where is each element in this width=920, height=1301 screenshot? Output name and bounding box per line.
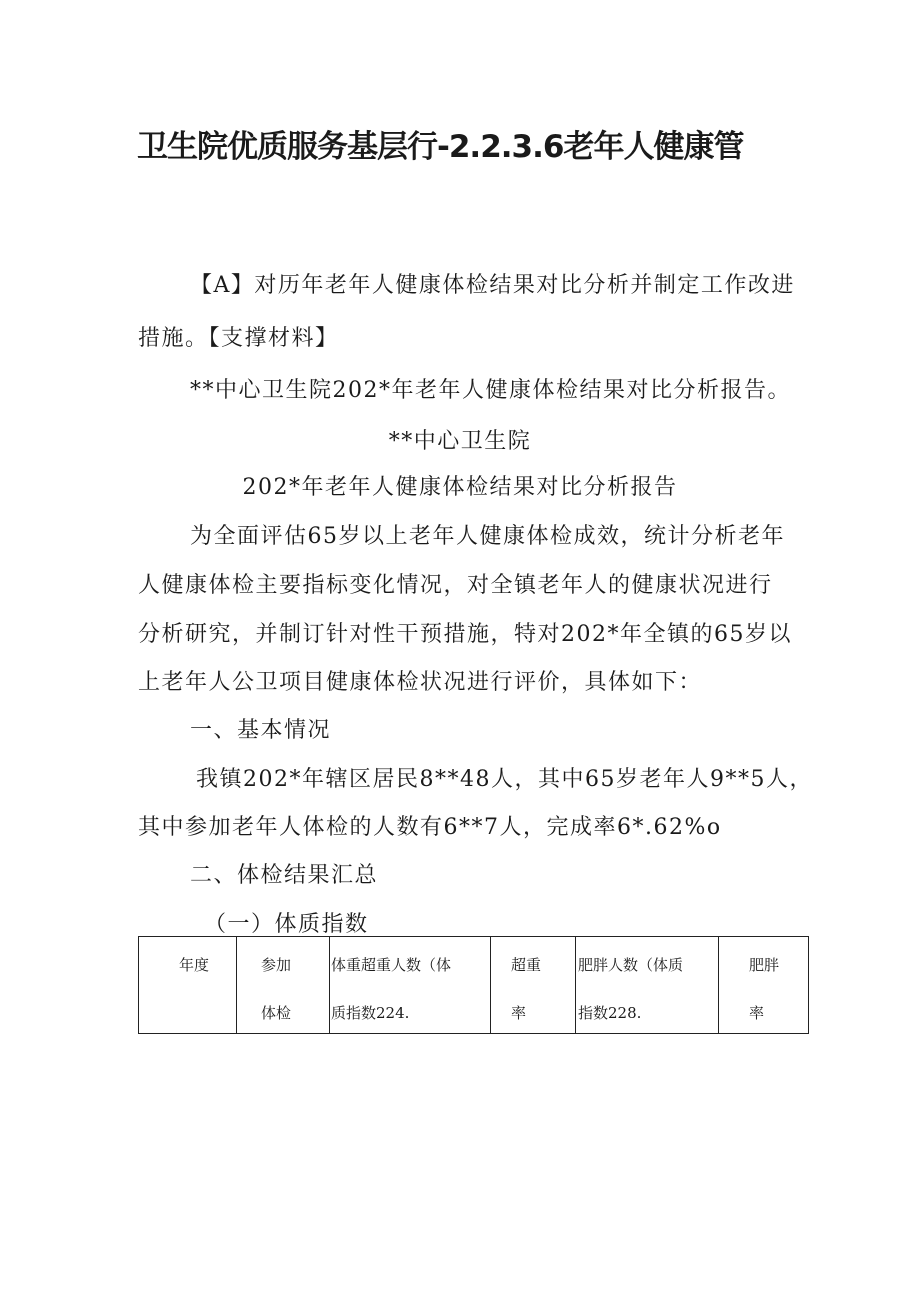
header-overweight-rate-line1: 超重 bbox=[511, 956, 542, 974]
basic-info-line-2: 其中参加老年人体检的人数有6**7人，完成率6*.62%o bbox=[138, 815, 722, 840]
table-header-cell bbox=[491, 937, 576, 1034]
organization-name: **中心卫生院 bbox=[388, 429, 532, 454]
report-title: 202*年老年人健康体检结果对比分析报告 bbox=[242, 475, 678, 500]
header-overweight-count-line1: 体重超重人数（体 bbox=[331, 956, 452, 974]
table-header-cell bbox=[330, 937, 491, 1034]
section1-heading: 一、基本情况 bbox=[190, 718, 332, 743]
header-year-line1: 年度 bbox=[179, 956, 210, 974]
header-obesity-count-line1: 肥胖人数（体质 bbox=[578, 956, 684, 974]
table-header-cell bbox=[719, 937, 809, 1034]
item-a-line1: 【A】对历年老年人健康体检结果对比分析并制定工作改进 bbox=[190, 273, 795, 298]
header-overweight-rate-line2: 率 bbox=[511, 1004, 527, 1022]
table-header-cell bbox=[237, 937, 330, 1034]
header-overweight-count-line2: 质指数224. bbox=[331, 1004, 410, 1022]
intro-line-4: 上老年人公卫项目健康体检状况进行评价，具体如下： bbox=[138, 670, 703, 695]
page-title: 卫生院优质服务基层行-2.2.3.6老年人健康管 bbox=[137, 129, 744, 165]
basic-info-line-1: 我镇202*年辖区居民8**48人，其中65岁老年人9**5人， bbox=[196, 767, 813, 792]
header-obesity-rate-line2: 率 bbox=[749, 1004, 765, 1022]
intro-line-3: 分析研究，并制订针对性干预措施，特对202*年全镇的65岁以 bbox=[138, 622, 792, 647]
intro-line-2: 人健康体检主要指标变化情况，对全镇老年人的健康状况进行 bbox=[138, 573, 773, 598]
table-header-cell bbox=[576, 937, 719, 1034]
header-obesity-rate-line1: 肥胖 bbox=[749, 956, 780, 974]
report-reference: **中心卫生院202*年老年人健康体检结果对比分析报告。 bbox=[190, 378, 791, 403]
table-header-row bbox=[139, 937, 809, 1034]
intro-line-1: 为全面评估65岁以上老年人健康体检成效，统计分析老年 bbox=[190, 524, 785, 549]
item-a-line2: 措施。【支撑材料】 bbox=[138, 326, 339, 351]
subsection1-heading: （一）体质指数 bbox=[204, 912, 369, 937]
bmi-table bbox=[138, 936, 809, 1034]
section2-heading: 二、体检结果汇总 bbox=[190, 863, 379, 888]
header-participants-line2: 体检 bbox=[261, 1004, 292, 1022]
header-participants-line1: 参加 bbox=[261, 956, 292, 974]
header-obesity-count-line2: 指数228. bbox=[578, 1004, 642, 1022]
table-header-cell bbox=[139, 937, 237, 1034]
